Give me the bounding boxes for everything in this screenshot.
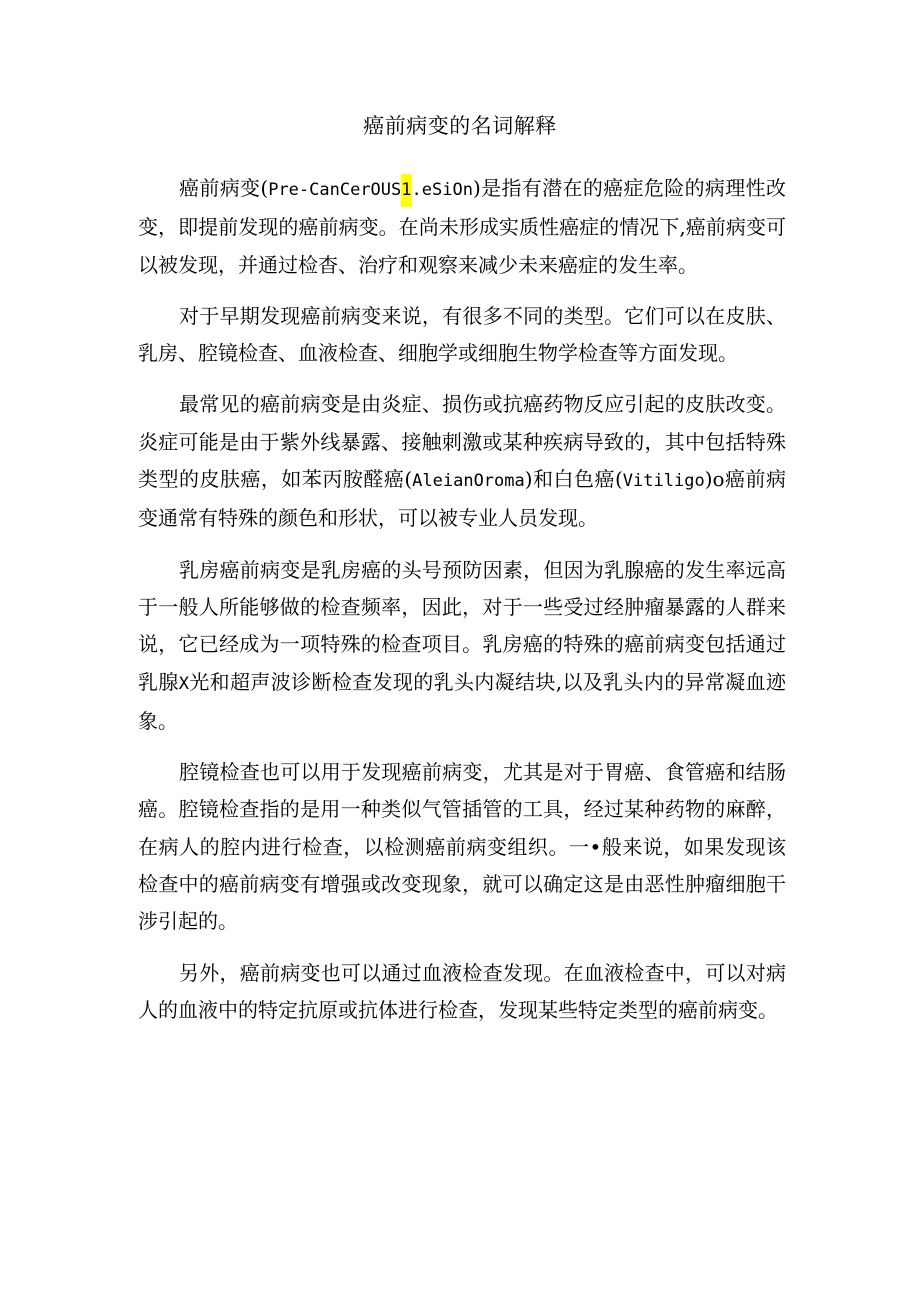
paragraph-blood-test: 另外，癌前病变也可以通过血液检查发现。在血液检查中，可以对病人的血液中的特定抗原或抗体进行检查，发现某些特定类型的癌前病变。 bbox=[138, 960, 786, 1022]
highlighted-character: 1 bbox=[401, 174, 411, 207]
english-term-part: Pre-CanCerOUS bbox=[268, 180, 402, 200]
paragraph-text: 乳房癌前病变是乳房癌的头号预防因素，但因为乳腺癌的发生率远高于一般人所能够做的检查频率，因此，对于一些受过经肿瘤暴露的人群来说，它已经成为一项特殊的检查项目。乳房癌的特殊的癌前病变包括通过乳腺 bbox=[138, 557, 786, 694]
paragraph-definition bbox=[138, 170, 786, 284]
english-term: AleianOroma bbox=[412, 471, 525, 492]
paragraph-text: 癌前病变( bbox=[179, 176, 269, 200]
page-title: 癌前病变的名词解释 bbox=[363, 114, 557, 138]
paragraph-skin bbox=[138, 386, 786, 537]
english-term: Vitiligo bbox=[622, 471, 705, 492]
paragraph-text: )和白色癌( bbox=[524, 467, 623, 492]
english-term-part: .eSiOn bbox=[411, 180, 473, 200]
english-term: X bbox=[178, 673, 189, 694]
paragraph-text: )是指有潜在的癌症危险的病理性改变，即提前发现的癌前病变。在尚未形成实质性癌症的情况下,癌前病变可以被发现，并通过检杳、治疗和观察来减少未来癌症的发生率。 bbox=[138, 176, 786, 277]
document-body bbox=[138, 170, 786, 1043]
paragraph-endoscopy: 腔镜检查也可以用于发现癌前病变，尤其是对于胃癌、食管癌和结肠癌。腔镜检查指的是用一种类似气管插管的工具，经过某种药物的麻醉，在病人的腔内进行检查，以检测癌前病变组织。一•般来说，如果发现该检查中的癌前病变有增强或改变现象，就可以确定这是由恶性肿瘤细胞干涉引起的。 bbox=[138, 760, 786, 934]
paragraph-text: 光和超声波诊断检查发现的乳头内凝结块,以及乳头内的异常凝血迹象。 bbox=[138, 669, 787, 733]
paragraph-breast bbox=[138, 552, 786, 740]
paragraph-text: 最常见的癌前病变是由炎症、损伤或抗癌药物反应引起的皮肤改变。炎症可能是由于紫外线暴露、接触刺激或某种疾病导致的，其中包括特殊类型的皮肤癌，如苯丙胺醛癌( bbox=[138, 392, 786, 492]
paragraph-text: )o癌前病变通常有特殊的颜色和形状，可以被专业人员发现。 bbox=[138, 467, 786, 531]
paragraph-types: 对于早期发现癌前病变来说，有很多不同的类型。它们可以在皮肤、乳房、腔镜检查、血液检查、细胞学或细胞生物学检查等方面发现。 bbox=[138, 303, 786, 366]
